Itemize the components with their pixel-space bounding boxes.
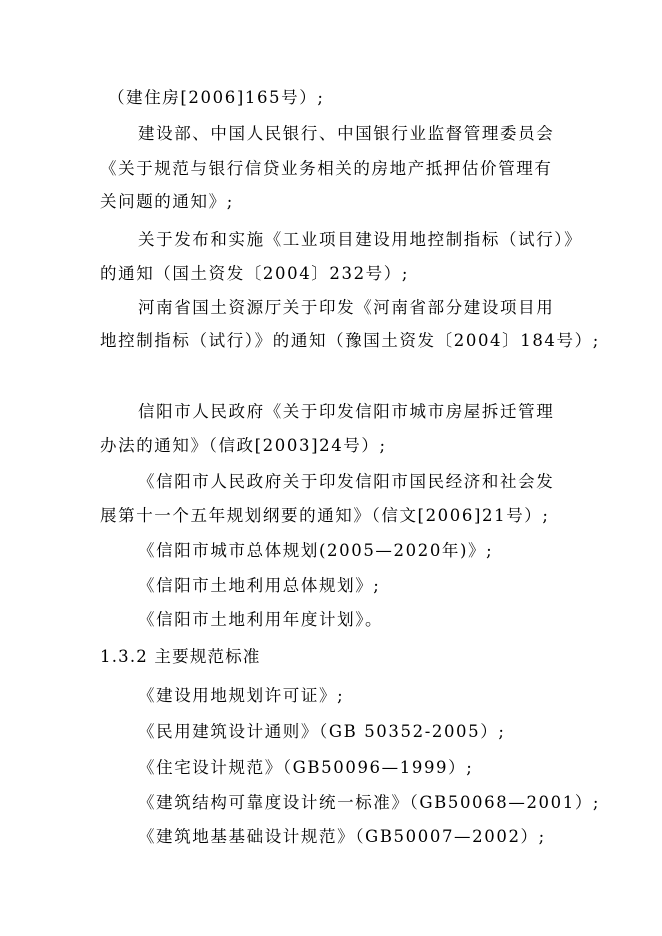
text-line: 《信阳市人民政府关于印发信阳市国民经济和社会发 [138,472,555,491]
text-line: 《民用建筑设计通则》（GB 50352-2005）; [138,722,506,741]
text-line: 展第十一个五年规划纲要的通知》（信文[2006]21号）; [100,506,550,525]
text-line: 建设部、中国人民银行、中国银行业监督管理委员会 [138,124,555,143]
text-line: 《信阳市城市总体规划(2005—2020年)》; [138,541,494,560]
text-line: 《信阳市土地利用总体规划》; [138,576,381,595]
text-line: 《关于规范与银行信贷业务相关的房地产抵押估价管理有 [100,159,553,178]
text-line: 的通知（国土资发〔2004〕232号）; [100,264,410,283]
text-line: 办法的通知》（信政[2003]24号）; [100,436,387,455]
text-line: 《建设用地规划许可证》; [138,686,345,705]
section-heading: 1.3.2 主要规范标准 [100,647,261,666]
text-line: 关问题的通知》; [100,192,234,211]
text-line: 《信阳市土地利用年度计划》。 [138,610,384,629]
text-line: （建住房[2006]165号）; [108,88,325,107]
text-line: 《建筑结构可靠度设计统一标准》（GB50068—2001）; [138,793,601,812]
text-line: 关于发布和实施《工业项目建设用地控制指标（试行）》 [138,230,583,249]
text-line: 《建筑地基基础设计规范》（GB50007—2002）; [138,827,546,846]
text-line: 河南省国土资源厅关于印发《河南省部分建设项目用 [138,298,555,317]
text-line: 《住宅设计规范》（GB50096—1999）; [138,758,474,777]
text-line: 地控制指标（试行）》的通知（豫国土资发〔2004〕184号）; [100,331,600,350]
text-line: 信阳市人民政府《关于印发信阳市城市房屋拆迁管理 [138,402,555,421]
